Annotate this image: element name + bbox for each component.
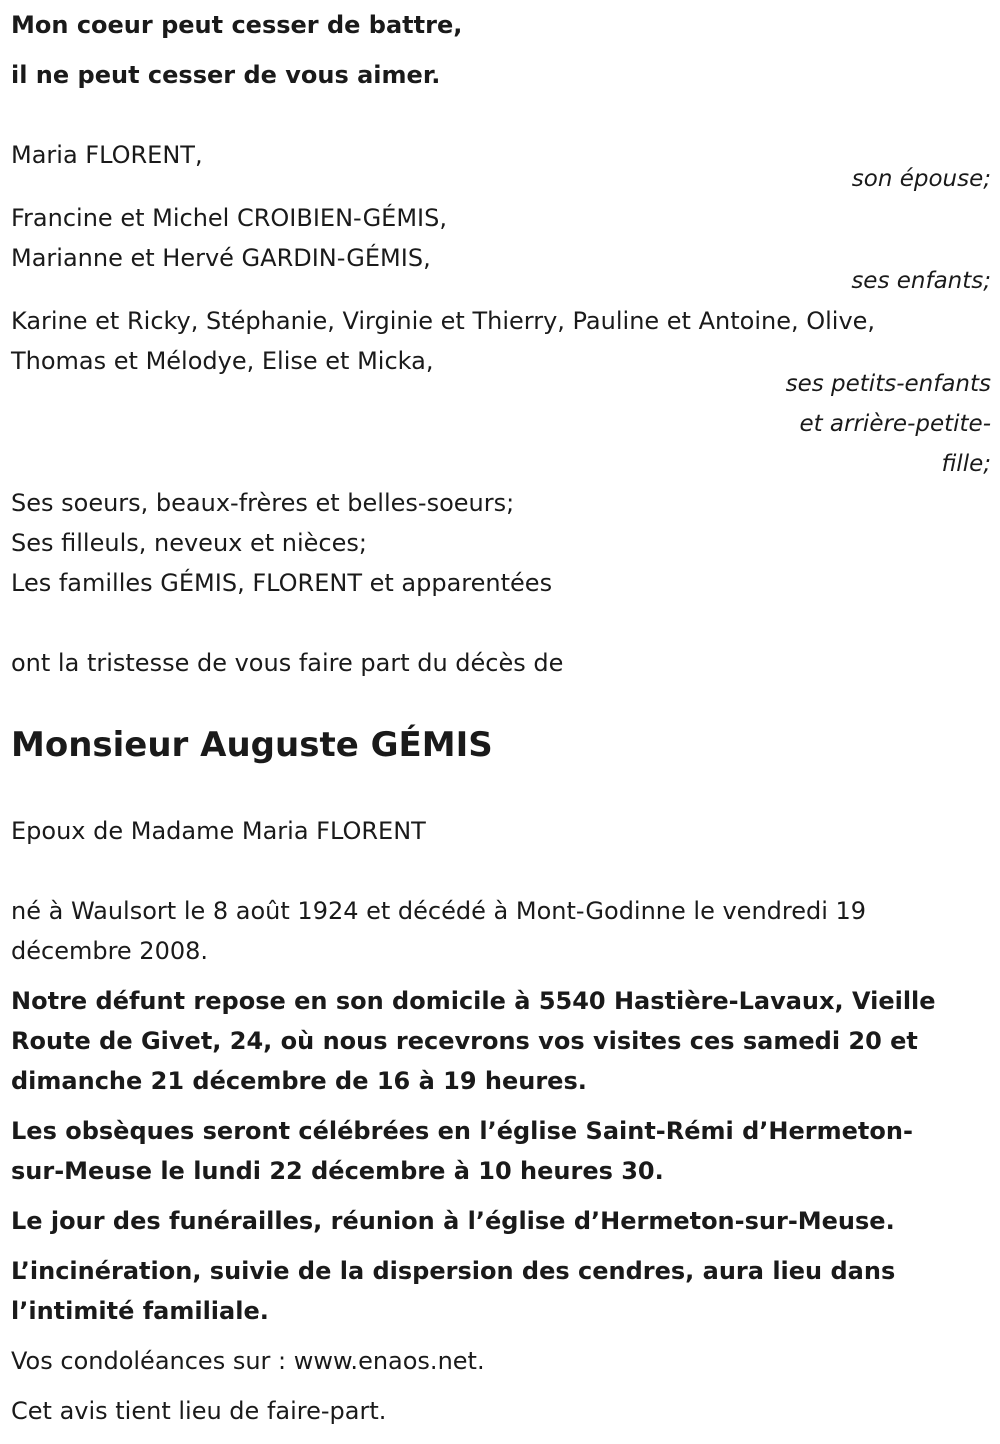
funeral-line-2: sur-Meuse le lundi 22 décembre à 10 heures 30. <box>11 1157 664 1185</box>
spouse-name: Maria FLORENT, <box>11 141 203 169</box>
child-line-2: Marianne et Hervé GARDIN-GÉMIS, <box>11 244 431 272</box>
grandchildren-role-line-3: fille; <box>941 451 991 477</box>
repose-line-2: Route de Givet, 24, où nous recevrons vos visites ces samedi 20 et <box>11 1027 918 1055</box>
spouse-role: son épouse; <box>851 166 991 192</box>
relatives-line-3: Les familles GÉMIS, FLORENT et apparentées <box>11 569 553 597</box>
dates-line-1: né à Waulsort le 8 août 1924 et décédé à Mont-Godinne le vendredi 19 <box>11 897 867 925</box>
dates-line-2: décembre 2008. <box>11 937 209 965</box>
deceased-name: Monsieur Auguste GÉMIS <box>11 725 493 765</box>
children-role: ses enfants; <box>851 268 991 294</box>
condolences-line: Vos condoléances sur : www.enaos.net. <box>11 1347 485 1375</box>
repose-line-3: dimanche 21 décembre de 16 à 19 heures. <box>11 1067 587 1095</box>
cremation-line-1: L’incinération, suivie de la dispersion des cendres, aura lieu dans <box>11 1257 896 1285</box>
repose-line-1: Notre défunt repose en son domicile à 5540 Hastière-Lavaux, Vieille <box>11 987 936 1015</box>
meeting-line: Le jour des funérailles, réunion à l’église d’Hermeton-sur-Meuse. <box>11 1207 895 1235</box>
grandchildren-role-line-1: ses petits-enfants <box>785 371 991 397</box>
grandchildren-line-1: Karine et Ricky, Stéphanie, Virginie et Thierry, Pauline et Antoine, Olive, <box>11 307 876 335</box>
announcement-text: ont la tristesse de vous faire part du décès de <box>11 649 564 677</box>
child-line-1: Francine et Michel CROIBIEN-GÉMIS, <box>11 204 447 232</box>
spouse-relation: Epoux de Madame Maria FLORENT <box>11 817 426 845</box>
epigraph-line-1: Mon coeur peut cesser de battre, <box>11 11 463 39</box>
cremation-line-2: l’intimité familiale. <box>11 1297 269 1325</box>
grandchildren-line-2: Thomas et Mélodye, Elise et Micka, <box>11 347 434 375</box>
epigraph-line-2: il ne peut cesser de vous aimer. <box>11 61 441 89</box>
grandchildren-role-line-2: et arrière-petite- <box>799 411 991 437</box>
relatives-line-2: Ses filleuls, neveux et nièces; <box>11 529 367 557</box>
funeral-line-1: Les obsèques seront célébrées en l’église Saint-Rémi d’Hermeton- <box>11 1117 913 1145</box>
relatives-line-1: Ses soeurs, beaux-frères et belles-soeurs; <box>11 489 515 517</box>
footer-note: Cet avis tient lieu de faire-part. <box>11 1397 387 1425</box>
